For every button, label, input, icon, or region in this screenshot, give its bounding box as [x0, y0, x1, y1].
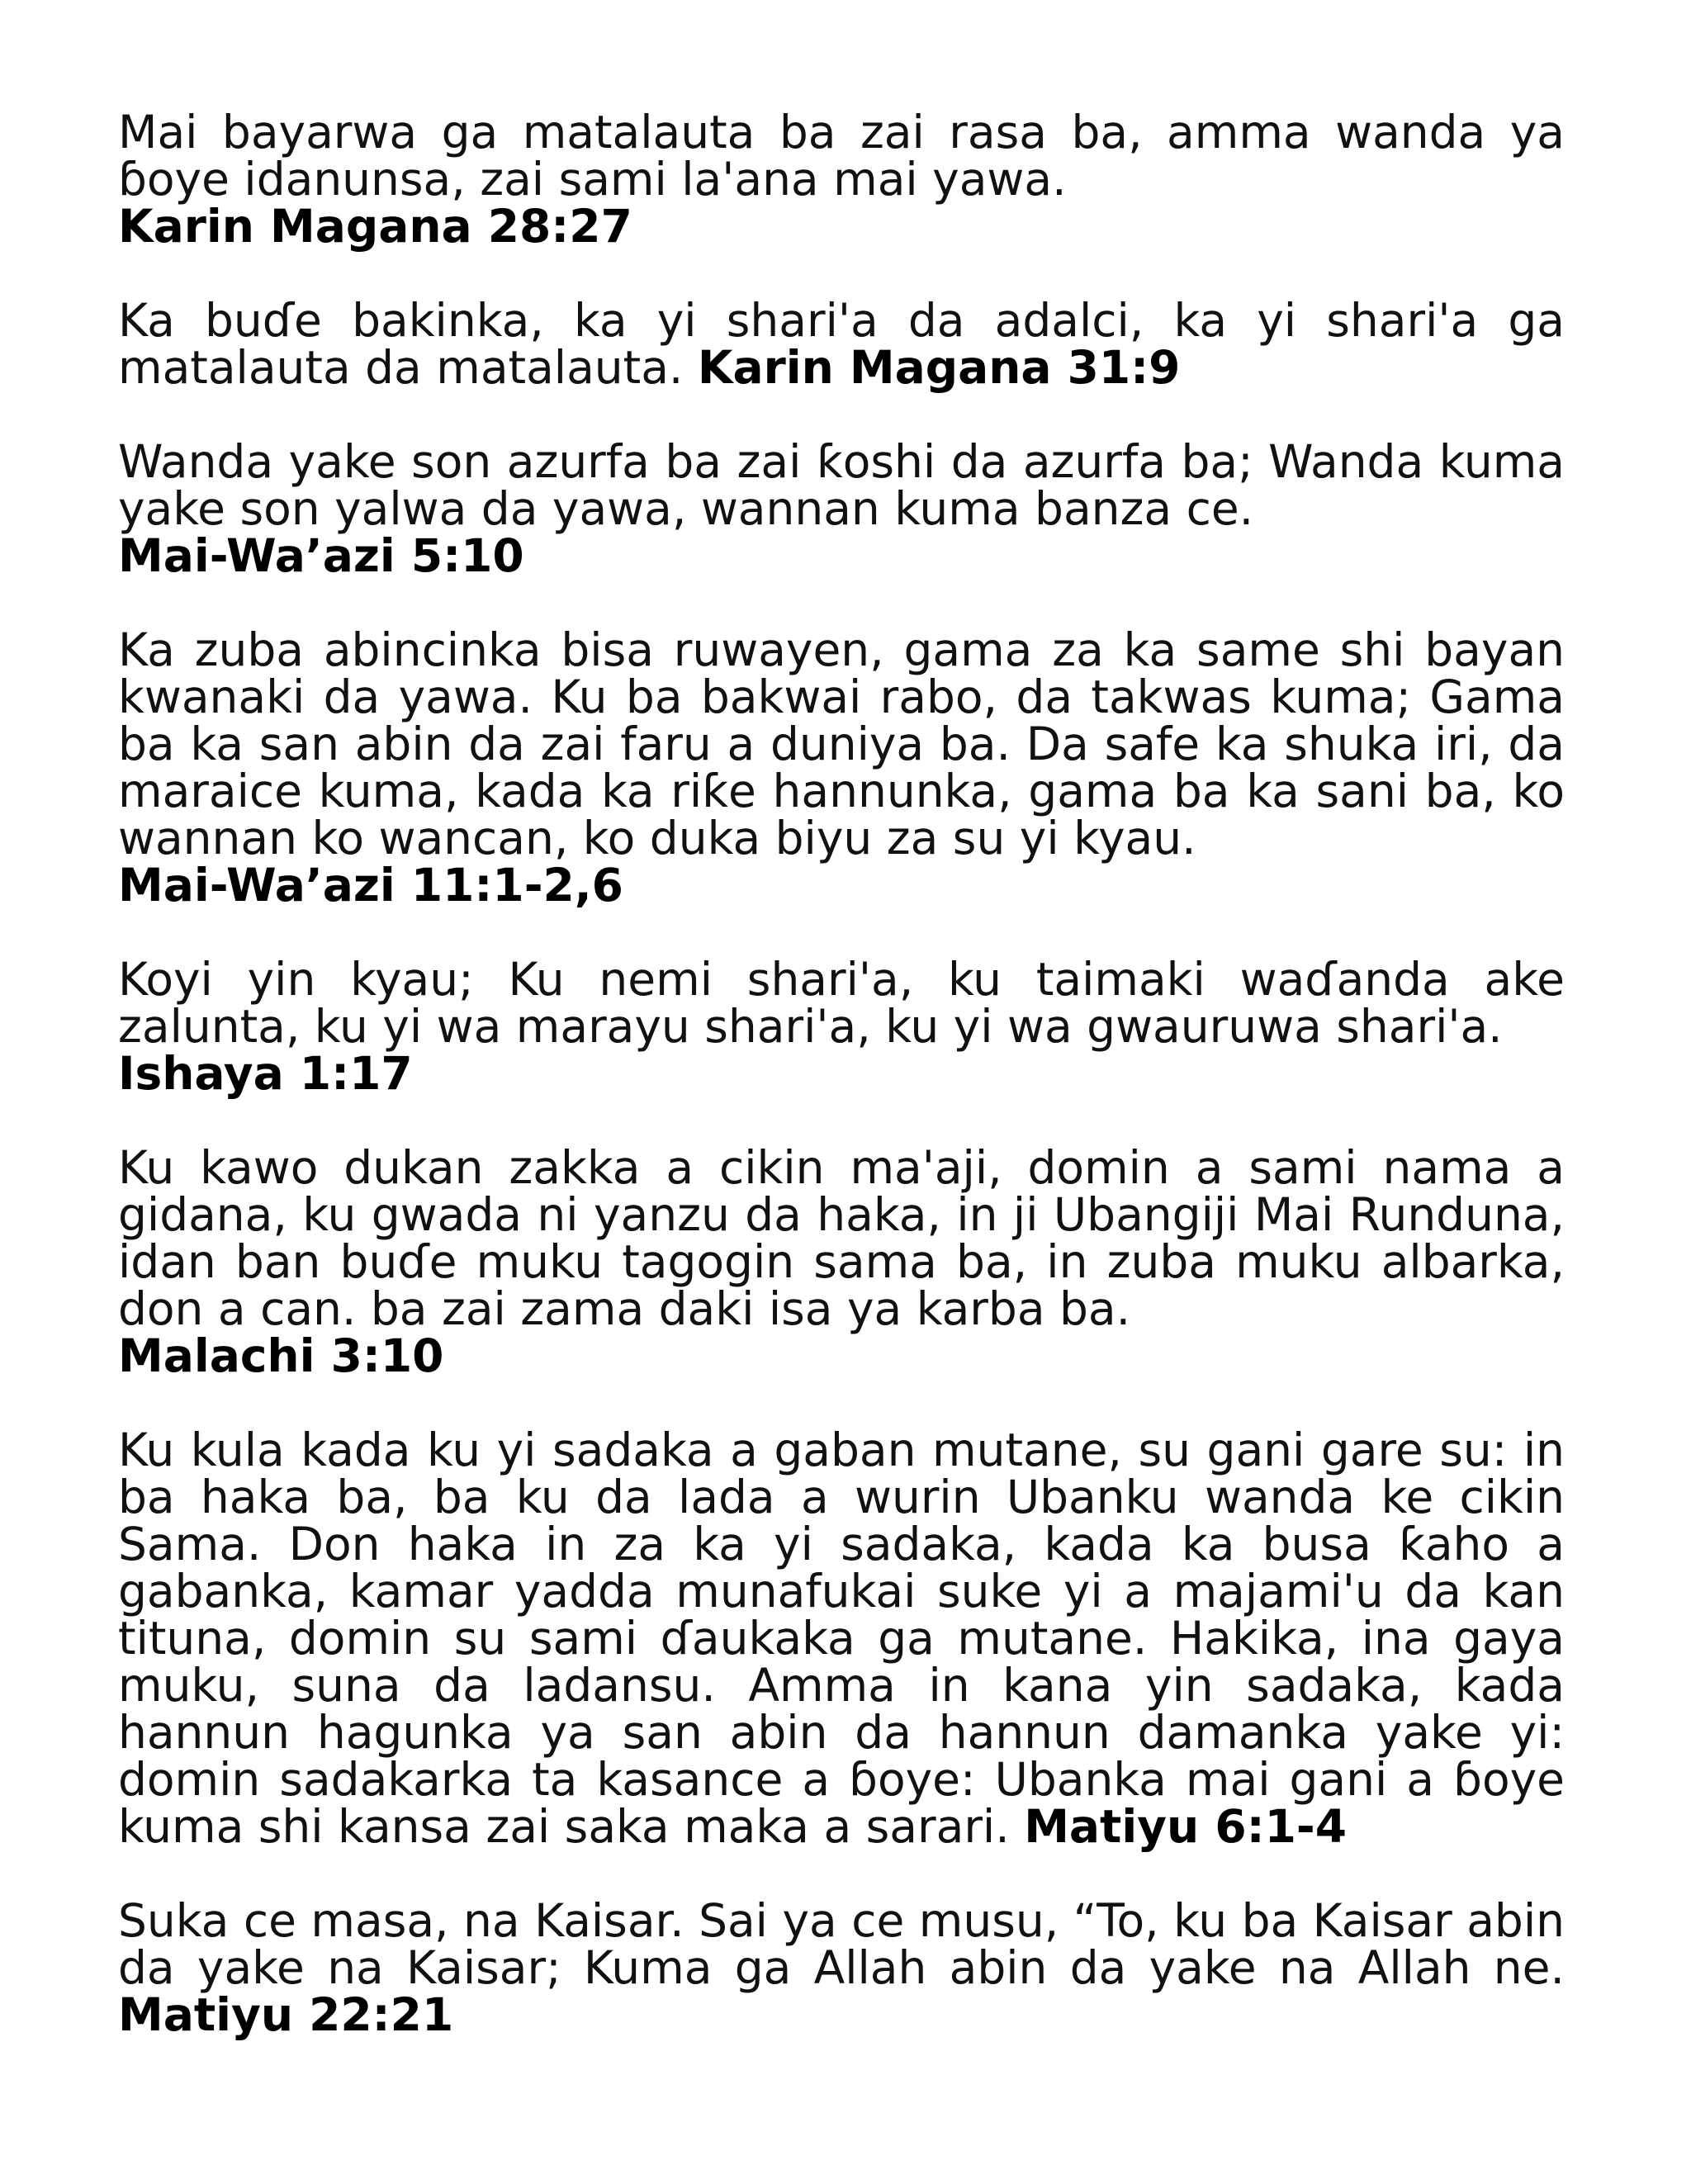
verse-reference: Malachi 3:10: [118, 1329, 444, 1382]
verse-paragraph: [118, 1141, 1565, 1382]
verse-reference: Matiyu 22:21: [118, 1988, 454, 2041]
verse-paragraph: [118, 623, 1565, 912]
verse-text: Ka zuba abincinka bisa ruwayen, gama za ka same shi bayan kwanaki da yawa. Ku ba bakwai rabo, da takwas kuma; Gama ba ka san abin da zai faru a duniya ba. Da safe ka shuka iri, da maraice kuma, kada ka riƙe hannunka, gama ba ka sani ba, ko wannan ko wancan, ko duka biyu za su yi kyau.: [118, 623, 1565, 865]
verse-reference: Karin Magana 28:27: [118, 200, 632, 253]
verse-reference: Karin Magana 31:9: [697, 341, 1181, 394]
verse-text: Koyi yin kyau; Ku nemi shari'a, ku taimaki waɗanda ake zalunta, ku yi wa marayu shari'a, ku yi wa gwauruwa shari'a.: [118, 953, 1565, 1053]
verse-paragraph: [118, 1424, 1565, 1853]
verse-paragraph: [118, 294, 1565, 394]
verse-paragraph: [118, 106, 1565, 253]
verse-text: Ku kula kada ku yi sadaka a gaban mutane, su gani gare su: in ba haka ba, ba ku da lada a wurin Ubanku wanda ke cikin Sama. Don haka in za ka yi sadaka, kada ka busa ƙaho a gabanka, kamar yadda munafukai suke yi a majami'u da kan tituna, domin su sami ɗaukaka ga mutane. Hakika, ina gaya muku, suna da ladansu. Amma in kana yin sadaka, kada hannun hagunka ya san abin da hannun damanka yake yi: domin sadakarka ta kasance a ɓoye: Ubanka mai gani a ɓoye kuma shi kansa zai saka maka a sarari.: [118, 1424, 1565, 1853]
verse-paragraph: [118, 1894, 1565, 2041]
verse-paragraph: [118, 953, 1565, 1100]
verse-text: Mai bayarwa ga matalauta ba zai rasa ba, amma wanda ya ɓoye idanunsa, zai sami la'ana mai yawa.: [118, 106, 1565, 206]
verse-text: Ka buɗe bakinka, ka yi shari'a da adalci, ka yi shari'a ga matalauta da matalauta.: [118, 294, 1565, 394]
verse-text: Ku kawo dukan zakka a cikin ma'aji, domin a sami nama a gidana, ku gwada ni yanzu da haka, in ji Ubangiji Mai Runduna, idan ban buɗe muku tagogin sama ba, in zuba muku albarka, don a can. ba zai zama daki isa ya karba ba.: [118, 1141, 1565, 1335]
verse-page: [118, 106, 1565, 2086]
verse-text: Wanda yake son azurfa ba zai ƙoshi da azurfa ba; Wanda kuma yake son yalwa da yawa, wannan kuma banza ce.: [118, 435, 1565, 535]
verse-paragraph: [118, 435, 1565, 582]
verse-reference: Mai-Wa’azi 11:1-2,6: [118, 859, 623, 912]
verse-reference: Matiyu 6:1-4: [1024, 1800, 1347, 1853]
verse-reference: Mai-Wa’azi 5:10: [118, 529, 524, 582]
verse-text: Suka ce masa, na Kaisar. Sai ya ce musu, “To, ku ba Kaisar abin da yake na Kaisar; Kuma ga Allah abin da yake na Allah ne.: [118, 1894, 1565, 1994]
verse-reference: Ishaya 1:17: [118, 1047, 413, 1100]
